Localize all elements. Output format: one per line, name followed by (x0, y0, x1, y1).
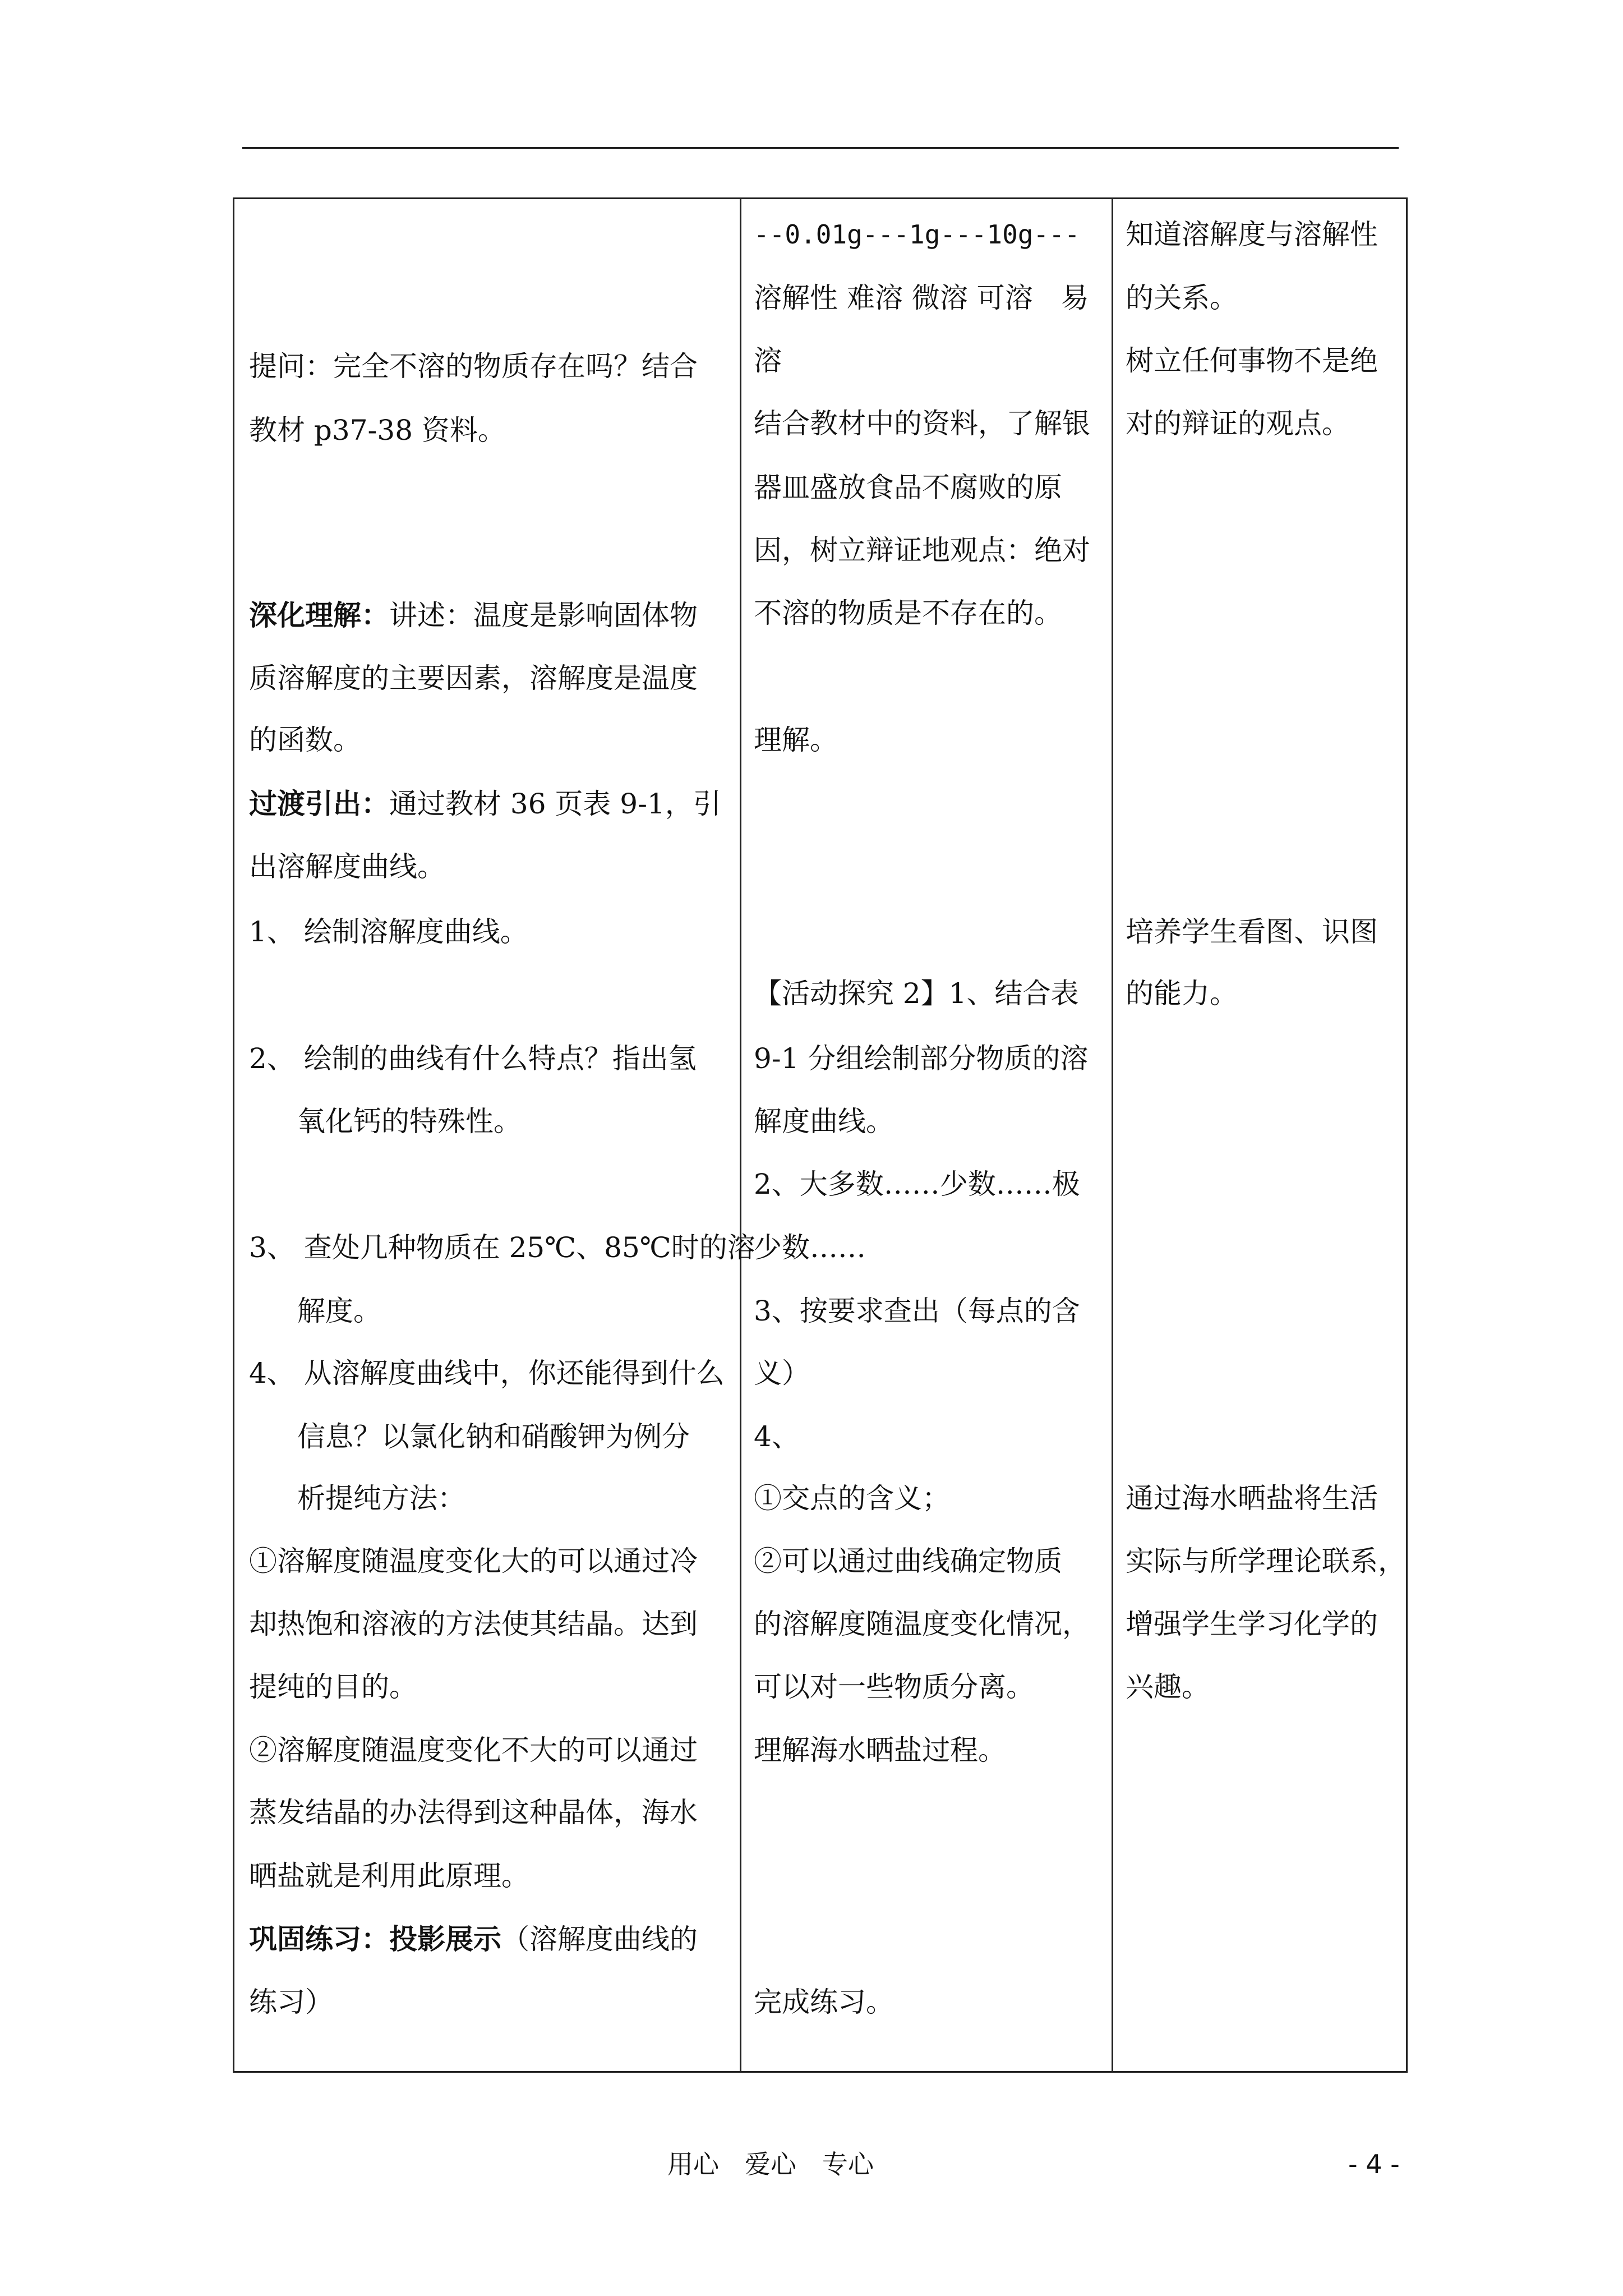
list-item: 析提纯方法： (297, 1482, 465, 1515)
method-line: 蒸发结晶的办法得到这种晶体，海水 (249, 1796, 698, 1829)
question-line: 教材 p37-38 资料。 (249, 414, 506, 447)
activity-line: 的溶解度随温度变化情况， (754, 1608, 1090, 1640)
activity-line: 2、大多数……少数……极 (754, 1168, 1080, 1200)
activity-line: 【活动探究 2】1、结合表 (754, 977, 1079, 1010)
activity-line: 3、按要求查出（每点的含 (754, 1295, 1080, 1327)
practice-line: 巩固练习：投影展示（溶解度曲线的 (249, 1922, 698, 1955)
transition-heading: 过渡引出： (249, 787, 389, 820)
reference-line: 结合教材中的资料，了解银 (754, 407, 1090, 440)
understand-line: 理解。 (754, 724, 838, 756)
page-number: - 4 - (1348, 2149, 1400, 2179)
method-line: ②溶解度随温度变化不大的可以通过 (249, 1734, 698, 1766)
activity-line: ①交点的含义； (754, 1482, 950, 1515)
list-item: 4、 从溶解度曲线中，你还能得到什么 (249, 1357, 725, 1389)
intent-line: 通过海水晒盐将生活 (1126, 1482, 1378, 1515)
deepen-line: 深化理解：讲述：温度是影响固体物 (249, 599, 698, 632)
method-line: 晒盐就是利用此原理。 (249, 1860, 529, 1892)
activity-line: 9-1 分组绘制部分物质的溶 (754, 1042, 1089, 1075)
intent-line: 培养学生看图、识图 (1126, 915, 1378, 948)
intent-line: 兴趣。 (1126, 1671, 1210, 1703)
activity-line: 4、 (754, 1420, 800, 1453)
list-item: 1、 绘制溶解度曲线。 (249, 915, 528, 948)
footer-motto: 用心 爱心 专心 (667, 2149, 874, 2179)
activity-line: 完成练习。 (754, 1986, 894, 2018)
intent-line: 的能力。 (1126, 977, 1238, 1010)
method-line: 提纯的目的。 (249, 1671, 417, 1703)
activity-line: 少数…… (754, 1231, 866, 1264)
practice-line: 练习） (249, 1986, 333, 2018)
activity-line: 义） (754, 1357, 810, 1389)
method-line: ①溶解度随温度变化大的可以通过冷 (249, 1545, 698, 1577)
deepen-heading: 深化理解： (249, 599, 389, 632)
reference-line: 不溶的物质是不存在的。 (754, 597, 1062, 629)
lesson-table (233, 197, 1408, 2073)
list-item: 2、 绘制的曲线有什么特点？指出氢 (249, 1042, 697, 1075)
intent-line: 对的辩证的观点。 (1126, 407, 1350, 440)
intent-line: 知道溶解度与溶解性 (1126, 218, 1378, 251)
intent-line: 增强学生学习化学的 (1126, 1608, 1378, 1640)
list-item: 信息？以氯化钠和硝酸钾为例分 (297, 1420, 690, 1453)
deepen-line: 的函数。 (249, 724, 361, 756)
student-activity-column (741, 199, 1113, 2071)
reference-line: 因，树立辩证地观点：绝对 (754, 534, 1090, 567)
list-item: 氧化钙的特殊性。 (297, 1105, 522, 1138)
deepen-line: 质溶解度的主要因素，溶解度是温度 (249, 662, 698, 694)
intent-line: 实际与所学理论联系， (1126, 1545, 1406, 1577)
question-line: 提问：完全不溶的物质存在吗？结合 (249, 350, 698, 383)
teacher-activity-column (234, 199, 755, 2071)
transition-line: 出溶解度曲线。 (249, 850, 445, 883)
intent-line: 的关系。 (1126, 282, 1238, 314)
method-line: 却热饱和溶液的方法使其结晶。达到 (249, 1608, 698, 1640)
activity-line: 理解海水晒盐过程。 (754, 1734, 1006, 1766)
activity-line: 解度曲线。 (754, 1105, 894, 1138)
reference-line: 器皿盛放食品不腐败的原 (754, 471, 1062, 504)
transition-line: 过渡引出：通过教材 36 页表 9-1，引 (249, 787, 721, 820)
list-item: 解度。 (297, 1295, 381, 1327)
list-item: 3、 查处几种物质在 25℃、85℃时的溶 (249, 1231, 755, 1264)
solubility-classes: 溶 (754, 344, 782, 377)
header-rule (242, 147, 1399, 149)
solubility-classes: 溶解性 难溶 微溶 可溶 易 (754, 282, 1089, 314)
intent-line: 树立任何事物不是绝 (1126, 344, 1378, 377)
activity-line: ②可以通过曲线确定物质 (754, 1545, 1062, 1577)
practice-heading: 巩固练习：投影展示 (249, 1922, 501, 1955)
design-intent-column (1113, 199, 1408, 2071)
solubility-scale: --0.01g---1g---10g--- (754, 219, 1080, 250)
activity-line: 可以对一些物质分离。 (754, 1671, 1034, 1703)
